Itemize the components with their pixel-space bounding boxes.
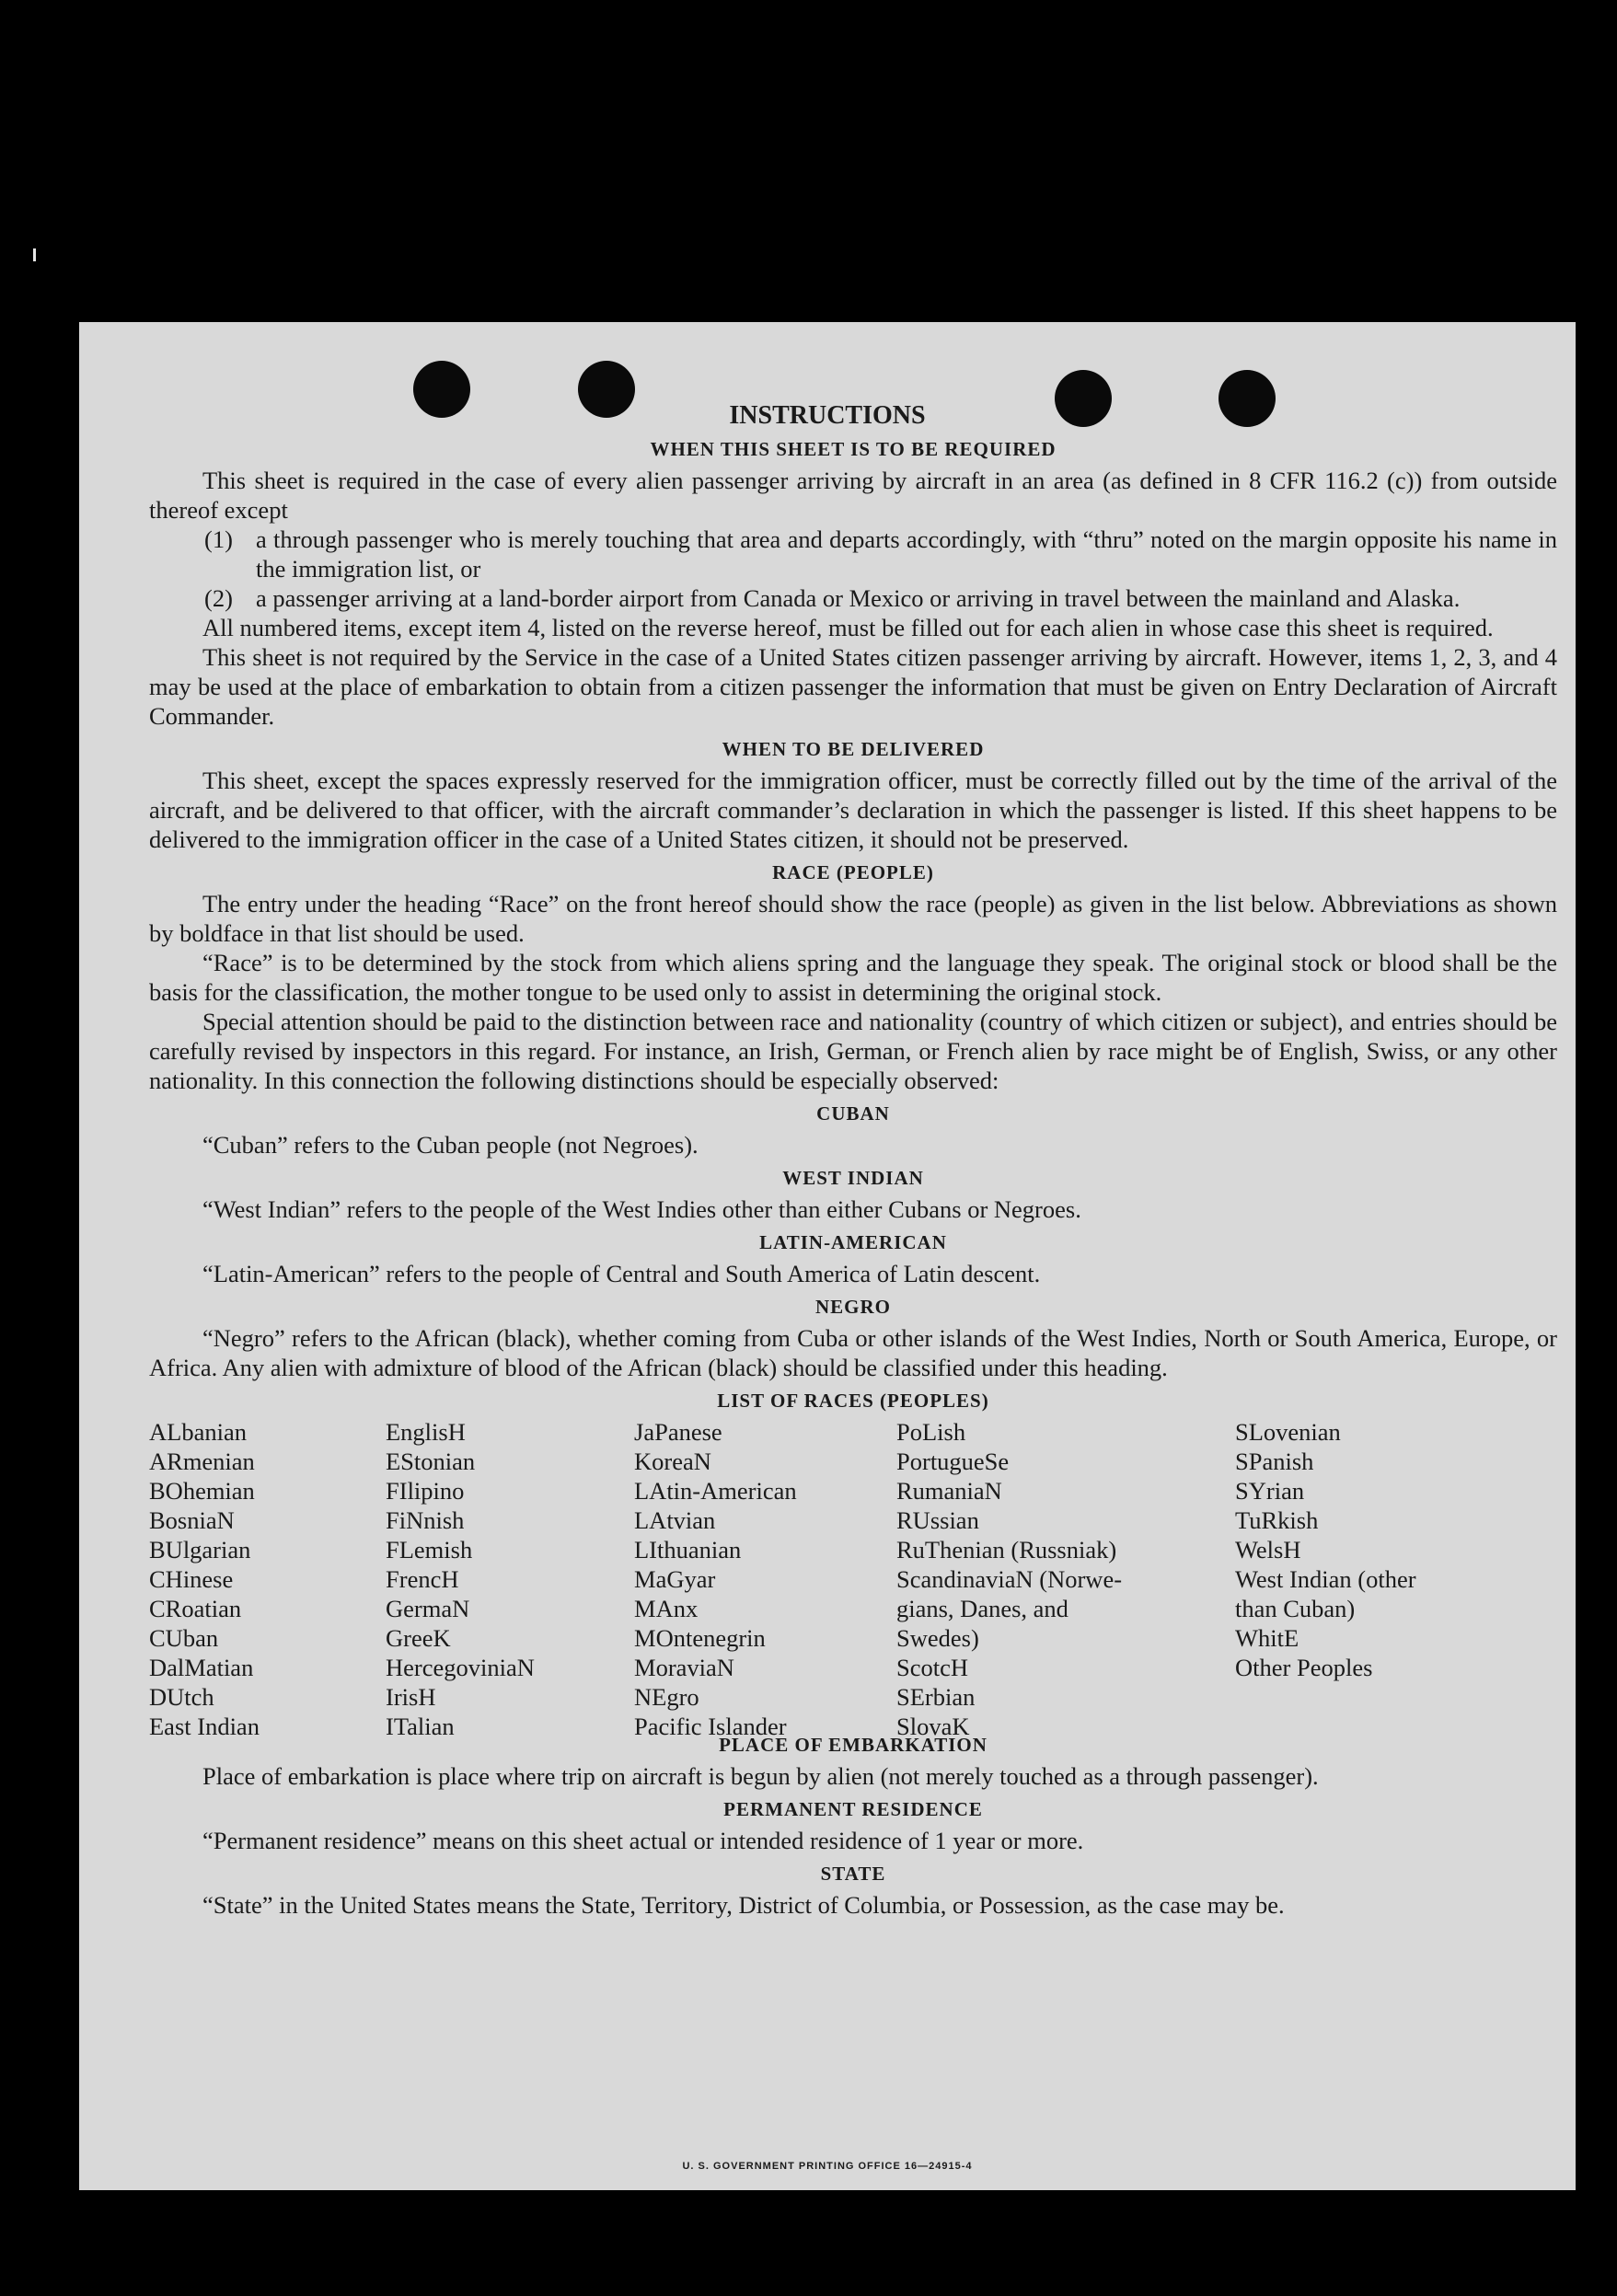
paragraph: “Race” is to be determined by the stock from which aliens spring and the language they speak. The original stock or blood shall be the basis for the classification, the mother tongue to be used only to assist in determining the original stock. [149, 949, 1557, 1006]
race-entry: RumaniaN [896, 1477, 1002, 1505]
paragraph: “West Indian” refers to the people of the West Indies other than either Cubans or Negroes. [202, 1195, 1081, 1223]
race-entry: FrencH [386, 1565, 459, 1593]
races-column-1 [149, 1417, 260, 1741]
heading-when-delivered: WHEN TO BE DELIVERED [722, 738, 985, 760]
document-title: INSTRUCTIONS [729, 401, 926, 430]
heading-state: STATE [820, 1863, 886, 1885]
heading-when-required: WHEN THIS SHEET IS TO BE REQUIRED [650, 438, 1057, 460]
paragraph: “Latin-American” refers to the people of Central and South America of Latin descent. [202, 1260, 1041, 1287]
race-entry: East Indian [149, 1713, 260, 1740]
item-text: a through passenger who is merely touching that area and departs accordingly, with “thru” noted on the margin opposite his name in the immigration list, or [256, 525, 1557, 583]
document-sheet [79, 322, 1576, 2190]
race-entry: CHinese [149, 1565, 234, 1593]
race-entry: SlovaK [896, 1713, 970, 1740]
race-entry: gians, Danes, and [896, 1595, 1068, 1622]
races-list [149, 1417, 1557, 1740]
paragraph: This sheet, except the spaces expressly reserved for the immigration officer, must be correctly filled out by the time of the arrival of the aircraft, and be delivered to that officer, with the aircraft commander’s declaration in which the passenger is listed. If this sheet happens to be delivered to the immigration officer in the case of a United States citizen, it should not be preserved. [149, 767, 1557, 853]
race-entry: NEgro [634, 1683, 699, 1711]
race-entry: FLemish [386, 1536, 473, 1563]
heading-west-indian: WEST INDIAN [782, 1167, 924, 1189]
race-entry: WhitE [1235, 1624, 1299, 1652]
paragraph: “Permanent residence” means on this sheet actual or intended residence of 1 year or more. [202, 1827, 1084, 1854]
race-entry: Swedes) [896, 1624, 979, 1652]
race-entry: CRoatian [149, 1595, 242, 1622]
race-entry: LAtvian [634, 1506, 716, 1534]
race-entry: ScandinaviaN (Norwe- [896, 1565, 1123, 1593]
race-entry: MAnx [634, 1595, 699, 1622]
race-entry: MoraviaN [634, 1654, 734, 1681]
paragraph: This sheet is not required by the Service in the case of a United States citizen passenger arriving by aircraft. However, items 1, 2, 3, and 4 may be used at the place of embarkation to obtain from a citizen passenger the information that must be given on Entry Declaration of Aircraft Commander. [149, 643, 1557, 730]
race-entry: SErbian [896, 1683, 976, 1711]
item-text: a passenger arriving at a land-border airport from Canada or Mexico or arriving in travel between the mainland and Alaska. [256, 584, 1461, 612]
paragraph: Place of embarkation is place where trip on aircraft is begun by alien (not merely touched as a through passenger). [202, 1762, 1319, 1790]
race-entry: JaPanese [634, 1418, 722, 1446]
when-required-intro: This sheet is required in the case of every alien passenger arriving by aircraft in an area (as defined in 8 CFR 116.2 (c)) from outside thereof except [149, 467, 1557, 524]
races-column-4 [896, 1417, 1172, 1741]
race-entry: FIlipino [386, 1477, 465, 1505]
race-entry: MOntenegrin [634, 1624, 766, 1652]
races-column-2 [386, 1417, 535, 1741]
race-entry: LIthuanian [634, 1536, 742, 1563]
race-entry: DUtch [149, 1683, 214, 1711]
heading-race: RACE (PEOPLE) [772, 861, 934, 883]
races-column-5 [1235, 1417, 1484, 1682]
race-entry: RuThenian (Russniak) [896, 1536, 1117, 1563]
heading-embarkation: PLACE OF EMBARKATION [719, 1734, 988, 1756]
race-entry: EStonian [386, 1448, 476, 1475]
scan-mark [33, 248, 36, 261]
heading-permanent-residence: PERMANENT RESIDENCE [723, 1798, 983, 1820]
exception-item [204, 525, 1557, 583]
race-entry: TuRkish [1235, 1506, 1319, 1534]
paragraph: Special attention should be paid to the distinction between race and nationality (country of which citizen or subject), and entries should be carefully revised by inspectors in this regard. For instance, an Irish, German, or French alien by race might be of English, Swiss, or any other nationality. In this connection the following distinctions should be especially observed: [149, 1008, 1557, 1094]
race-entry: SPanish [1235, 1448, 1314, 1475]
races-column-3 [634, 1417, 797, 1741]
race-entry: GermaN [386, 1595, 470, 1622]
race-entry: Other Peoples [1235, 1654, 1373, 1681]
race-entry: Pacific Islander [634, 1713, 787, 1740]
heading-negro: NEGRO [814, 1296, 891, 1318]
race-entry: BOhemian [149, 1477, 255, 1505]
item-number: (1) [204, 525, 233, 553]
race-entry: PoLish [896, 1418, 966, 1446]
paragraph: The entry under the heading “Race” on the front hereof should show the race (people) as given in the list below. Abbreviations as shown by boldface in that list should be used. [149, 890, 1557, 947]
race-entry: BosniaN [149, 1506, 235, 1534]
race-entry: West Indian (other [1235, 1565, 1416, 1593]
race-entry: RUssian [896, 1506, 979, 1534]
race-entry: BUlgarian [149, 1536, 251, 1563]
race-entry: ScotcH [896, 1654, 969, 1681]
race-entry: FiNnish [386, 1506, 465, 1534]
race-entry: HercegoviniaN [386, 1654, 535, 1681]
race-entry: PortugueSe [896, 1448, 1010, 1475]
paragraph: “Cuban” refers to the Cuban people (not Negroes). [202, 1131, 699, 1159]
paragraph: “Negro” refers to the African (black), whether coming from Cuba or other islands of the West Indies, North or South America, Europe, or Africa. Any alien with admixture of blood of the African (black) should be classified under this heading. [149, 1324, 1557, 1381]
heading-latin-american: LATIN-AMERICAN [759, 1231, 947, 1253]
paragraph: All numbered items, except item 4, listed on the reverse hereof, must be filled out for each alien in whose case this sheet is required. [202, 614, 1494, 641]
race-entry: ARmenian [149, 1448, 255, 1475]
item-number: (2) [204, 584, 233, 612]
race-entry: IrisH [386, 1683, 436, 1711]
exception-item [204, 583, 1557, 613]
race-entry: EnglisH [386, 1418, 466, 1446]
heading-cuban: CUBAN [816, 1102, 890, 1125]
race-entry: than Cuban) [1235, 1595, 1356, 1622]
race-entry: GreeK [386, 1624, 451, 1652]
race-entry: MaGyar [634, 1565, 716, 1593]
race-entry: ALbanian [149, 1418, 247, 1446]
race-entry: WelsH [1235, 1536, 1301, 1563]
race-entry: DalMatian [149, 1654, 254, 1681]
printing-office-footer: U. S. GOVERNMENT PRINTING OFFICE 16—24915-4 [682, 2161, 973, 2172]
paragraph: “State” in the United States means the State, Territory, District of Columbia, or Possession, as the case may be. [202, 1891, 1285, 1919]
instructions-body [149, 394, 1557, 1920]
race-entry: SLovenian [1235, 1418, 1341, 1446]
race-entry: ITalian [386, 1713, 455, 1740]
race-entry: CUban [149, 1624, 219, 1652]
race-entry: KoreaN [634, 1448, 711, 1475]
race-entry: LAtin-American [634, 1477, 797, 1505]
race-entry: SYrian [1235, 1477, 1305, 1505]
heading-list-of-races: LIST OF RACES (PEOPLES) [717, 1390, 989, 1412]
